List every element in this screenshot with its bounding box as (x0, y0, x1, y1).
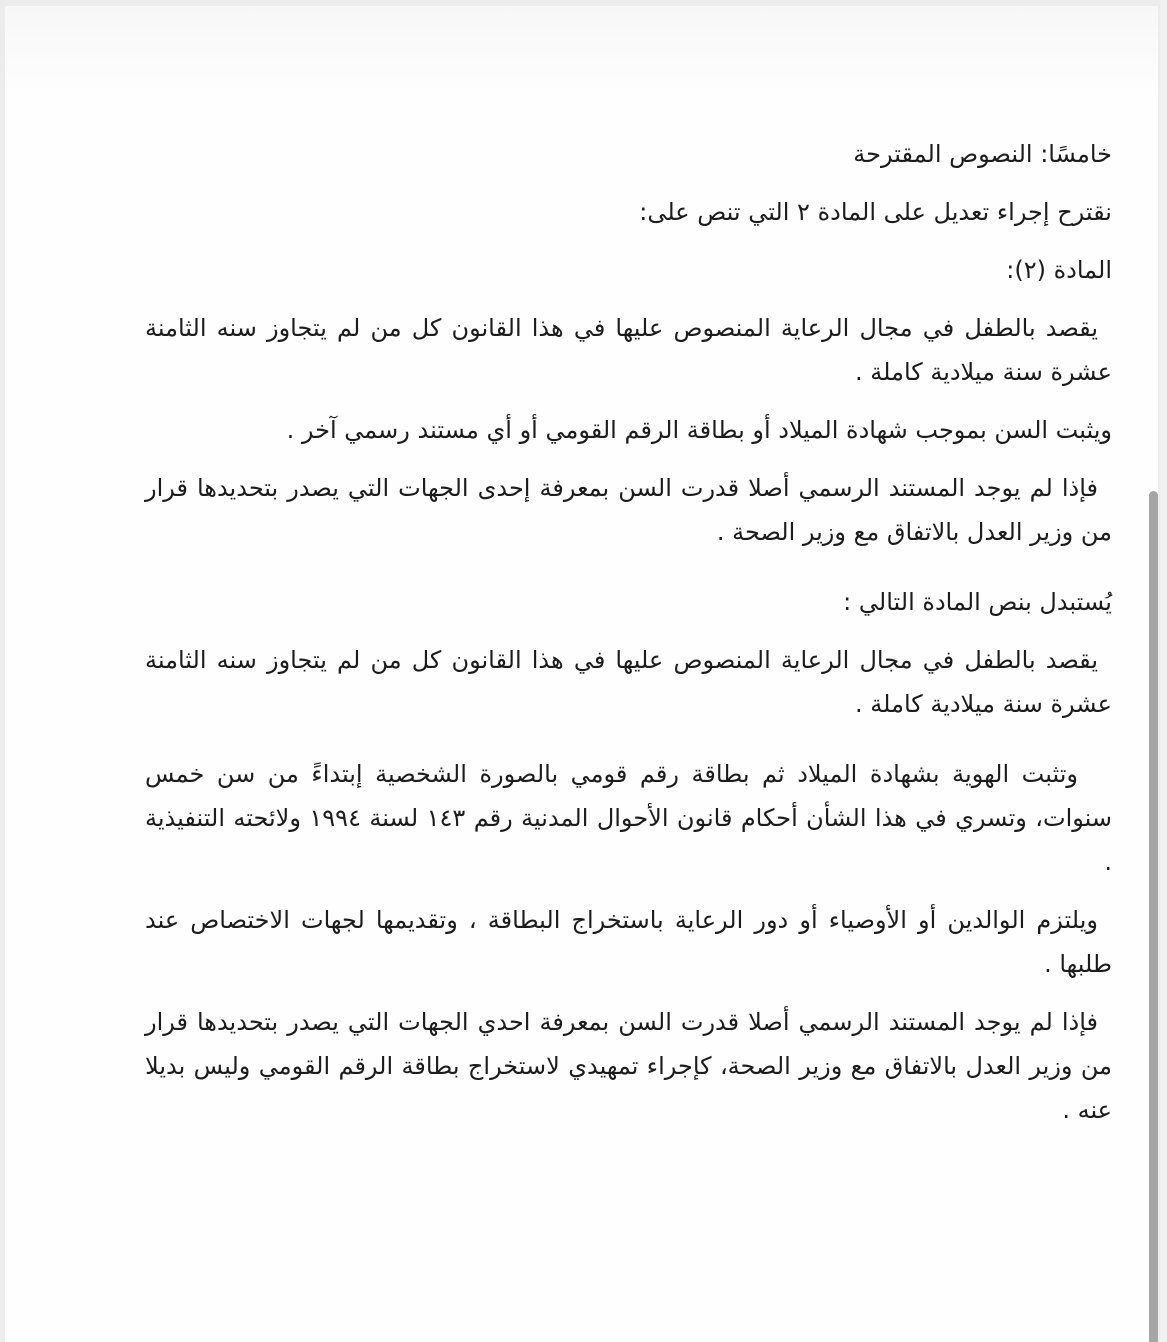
replacement-paragraph: فإذا لم يوجد المستند الرسمي أصلا قدرت السن بمعرفة احدي الجهات التي يصدر بتحديدها قرار من وزير العدل بالاتفاق مع وزير الصحة، كإجراء تمهيدي لاستخراج بطاقة الرقم القومي وليس بديلا عنه . (145, 1008, 1112, 1124)
replacement-heading: يُستبدل بنص المادة التالي : (843, 588, 1112, 616)
replacement-paragraph: وتثبت الهوية بشهادة الميلاد ثم بطاقة رقم قومي بالصورة الشخصية إبتداءً من سن خمس سنوات، وتسري في هذا الشأن أحكام قانون الأحوال المدنية رقم ١٤٣ لسنة ١٩٩٤ ولائحته التنفيذية . (145, 760, 1113, 876)
scrollbar-track[interactable] (1160, 0, 1167, 1342)
document-body (5, 6, 1158, 1132)
current-text-paragraph: ويثبت السن بموجب شهادة الميلاد أو بطاقة الرقم القومي أو أي مستند رسمي آخر . (286, 416, 1112, 444)
amendment-intro: نقترح إجراء تعديل على المادة ٢ التي تنص على: (639, 198, 1112, 226)
scrollbar-thumb[interactable] (1149, 491, 1158, 1342)
document-page (5, 6, 1158, 1342)
current-text-paragraph: فإذا لم يوجد المستند الرسمي أصلا قدرت السن بمعرفة إحدى الجهات التي يصدر بتحديدها قرار من وزير العدل بالاتفاق مع وزير الصحة . (145, 474, 1112, 546)
article-title: المادة (٢): (1006, 256, 1112, 284)
current-text-paragraph: يقصد بالطفل في مجال الرعاية المنصوص عليها في هذا القانون كل من لم يتجاوز سنه الثامنة عشرة سنة ميلادية كاملة . (145, 314, 1112, 386)
section-heading: خامسًا: النصوص المقترحة (853, 140, 1112, 168)
replacement-paragraph: يقصد بالطفل في مجال الرعاية المنصوص عليها في هذا القانون كل من لم يتجاوز سنه الثامنة عشرة سنة ميلادية كاملة . (145, 646, 1112, 718)
replacement-paragraph: ويلتزم الوالدين أو الأوصياء أو دور الرعاية باستخراج البطاقة ، وتقديمها لجهات الاختصاص عند طلبها . (145, 906, 1112, 978)
